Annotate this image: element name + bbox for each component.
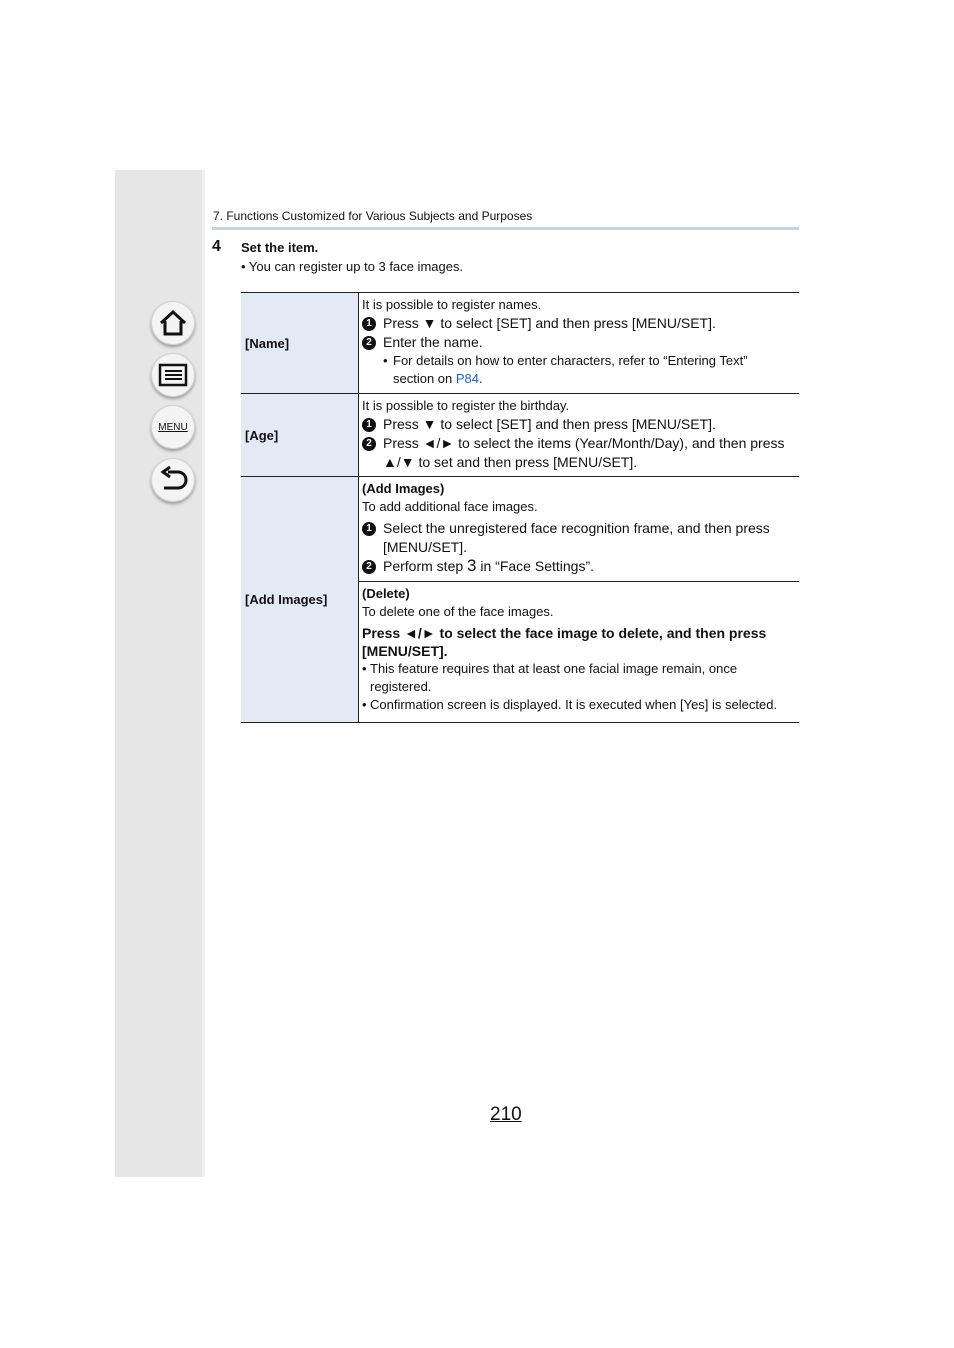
delete-instruction: Press ◄/► to select the face image to delete, and then press [MENU/SET].: [362, 625, 767, 659]
page-link-p84[interactable]: P84: [455, 371, 480, 386]
add-step-2: 2 Perform step 3 in “Face Settings”.: [362, 557, 796, 576]
step-reference-number: 3: [467, 556, 477, 575]
step-note: • You can register up to 3 face images.: [241, 259, 464, 274]
step-title: Set the item.: [241, 240, 319, 255]
step-marker-2: 2: [362, 336, 376, 350]
row-content-add: [359, 477, 800, 582]
row-content-name: [359, 293, 800, 394]
return-arrow-icon: [158, 466, 188, 494]
delete-note-2: • Confirmation screen is displayed. It is executed when [Yes] is selected.: [362, 697, 778, 712]
delete-intro: To delete one of the face images.: [362, 604, 554, 619]
name-step-2: 2 Enter the name.: [362, 333, 796, 352]
menu-button[interactable]: [151, 405, 195, 449]
add-step-1: 1 Select the unregistered face recognition frame, and then press [MENU/SET].: [362, 519, 796, 557]
settings-table: [241, 292, 799, 723]
name-intro: It is possible to register names.: [362, 297, 542, 312]
delete-title: (Delete): [362, 586, 410, 601]
step-marker-1: 1: [362, 418, 376, 432]
name-note: • For details on how to enter characters, refer to “Entering Text” section on P84.: [383, 353, 748, 386]
menu-label: MENU: [158, 421, 188, 433]
step-marker-2: 2: [362, 560, 376, 574]
step-marker-2: 2: [362, 437, 376, 451]
row-content-age: [359, 394, 800, 477]
list-icon: [158, 363, 188, 387]
section-header: 7. Functions Customized for Various Subjects and Purposes: [213, 209, 533, 223]
age-step-1: 1 Press ▼ to select [SET] and then press [MENU/SET].: [362, 415, 796, 434]
age-intro: It is possible to register the birthday.: [362, 398, 570, 413]
step-marker-1: 1: [362, 317, 376, 331]
table-row-age: [241, 394, 799, 477]
name-step-1: 1 Press ▼ to select [SET] and then press [MENU/SET].: [362, 314, 796, 333]
table-row-name: [241, 293, 799, 394]
header-rule: [212, 227, 799, 230]
table-row-add-images: [241, 477, 799, 582]
row-label-name: [Name]: [241, 293, 359, 394]
step-number: 4: [212, 238, 221, 255]
age-step-2: 2 Press ◄/► to select the items (Year/Month/Day), and then press ▲/▼ to set and then press [MENU/SET].: [362, 434, 796, 472]
row-label-add-images: [Add Images]: [241, 477, 359, 723]
delete-note-1: • This feature requires that at least one facial image remain, once registered.: [362, 661, 738, 694]
back-button[interactable]: [151, 458, 195, 502]
row-content-delete: [359, 582, 800, 723]
page-number: 210: [490, 1104, 522, 1125]
home-button[interactable]: [151, 301, 195, 345]
add-intro: To add additional face images.: [362, 499, 538, 514]
contents-button[interactable]: [151, 353, 195, 397]
home-icon: [158, 309, 188, 337]
row-label-age: [Age]: [241, 394, 359, 477]
step-marker-1: 1: [362, 522, 376, 536]
add-title: (Add Images): [362, 481, 445, 496]
sidebar-edge: [202, 170, 205, 1177]
